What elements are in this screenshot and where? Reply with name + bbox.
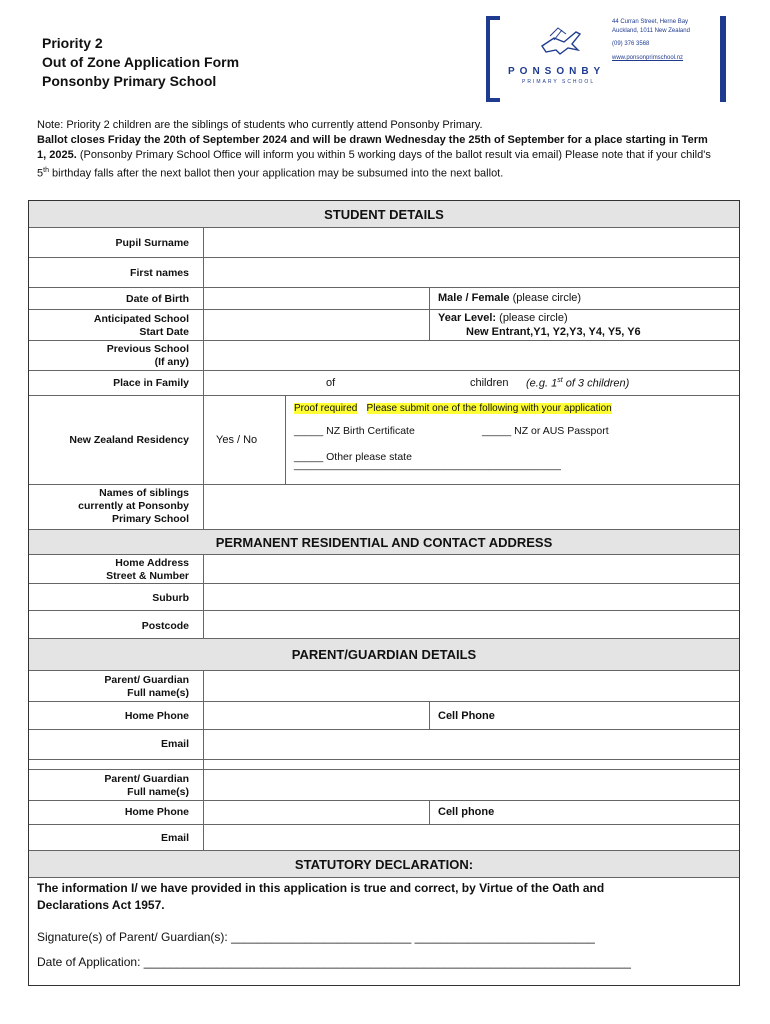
suburb-field[interactable] [203,584,739,610]
parent2-email-label: Email [160,832,189,844]
declaration-text [37,880,604,914]
suburb-label: Suburb [152,592,189,604]
parent1-phone-row [29,702,739,730]
parent2-name-label [29,773,203,799]
parent2-email-field[interactable] [203,825,739,850]
logo-brand-sub: PRIMARY SCHOOL [522,79,596,85]
postcode-row [29,611,739,639]
school-website-link[interactable]: www.ponsonprimschool.nz [612,55,684,61]
proof-required [294,402,612,414]
parent2-name-label-1: Parent/ Guardian [104,773,189,785]
siblings-row [29,485,739,530]
student-details-heading: STUDENT DETAILS [29,201,739,228]
parent1-home-phone-label: Home Phone [124,710,189,722]
first-names-field[interactable] [203,258,739,287]
place-children-text: children [470,377,509,389]
place-of-text: of [326,377,336,389]
siblings-label-3: Primary School [111,513,189,525]
first-names-row [29,258,739,288]
proof-required-label: Proof required [294,403,358,414]
note-ballot [37,133,717,182]
gender-hint: (please circle) [509,292,582,304]
residency-row [29,396,739,485]
place-example-end: of 3 children) [562,377,630,390]
year-level-options: New Entrant,Y1, Y2,Y3, Y4, Y5, Y6 [466,326,641,338]
parent-spacer-cell [203,760,739,769]
dob-field[interactable] [203,288,429,309]
surname-label: Pupil Surname [115,237,189,249]
previous-school-label-1: Previous School [106,343,189,355]
year-level-label: Year Level: [438,312,497,324]
surname-row [29,228,739,258]
declaration-section [29,878,739,985]
first-names-label: First names [130,267,189,279]
parent1-name-field[interactable] [203,671,739,701]
parent2-phone-row [29,801,739,825]
parent1-cell-phone-field[interactable] [429,702,739,729]
previous-school-label [29,343,203,369]
school-phone: (09) 376 3568 [612,41,650,47]
declaration-heading: STATUTORY DECLARATION: [29,851,739,878]
birth-certificate-option[interactable]: _____ NZ Birth Certificate [294,425,415,437]
note-sup: th [43,167,49,174]
gender-options: Male / Female [438,292,510,304]
declaration-text-1: The information I/ we have provided in this application is true and correct, by Virtue of the Oath and [37,881,605,895]
form-title [42,34,239,91]
parent1-email-label: Email [160,738,189,750]
date-of-application-line[interactable]: Date of Application: _________________________________________________________________________ [37,955,631,969]
surname-field[interactable] [203,228,739,257]
parent1-home-phone-field[interactable] [203,702,429,729]
suburb-row [29,584,739,611]
place-in-family-row [29,371,739,396]
logo-bracket [486,16,500,102]
postcode-field[interactable] [203,611,739,638]
siblings-label-1: Names of siblings [99,487,189,499]
parent-heading: PARENT/GUARDIAN DETAILS [29,639,739,671]
parent2-cell-phone-label: Cell phone [438,806,495,818]
address-line-2: Auckland, 1011 New Zealand [612,28,690,34]
note-ballot-info-end: birthday falls after the next ballot then your application may be subsumed into the next ballot. [48,167,504,180]
logo-bar [720,16,726,102]
year-level-text [438,312,568,324]
parent2-home-phone-field[interactable] [203,801,429,824]
siblings-label [29,487,203,526]
place-example [526,377,629,390]
address-heading: PERMANENT RESIDENTIAL AND CONTACT ADDRESS [29,530,739,555]
parent2-email-row [29,825,739,851]
parent2-home-phone-label: Home Phone [124,806,189,818]
start-date-field[interactable] [203,310,429,340]
start-date-label-2: Start Date [139,326,189,338]
place-in-family-field[interactable] [203,371,739,395]
home-address-row [29,555,739,584]
title-form-name: Out of Zone Application Form [42,54,240,70]
parent1-email-field[interactable] [203,730,739,759]
other-line[interactable]: ________________________________________________ [294,460,561,471]
application-form [28,200,740,986]
gender-field[interactable] [429,288,739,309]
logo-brand: PONSONBY [508,66,606,77]
parent1-email-row [29,730,739,760]
note-ballot-info: (Ponsonby Primary School Office will inform you within 5 working days of the ballot result via email) Please note that if your child's 5 [37,149,711,180]
title-priority: Priority 2 [42,35,103,51]
siblings-label-2: currently at Ponsonby [78,500,189,512]
address-line-1: 44 Curran Street, Herne Bay [612,19,689,25]
parent1-name-label-2: Full name(s) [127,687,189,699]
postcode-label: Postcode [141,620,189,632]
residency-yes-no[interactable] [203,396,285,484]
place-in-family-label: Place in Family [113,377,189,389]
parent2-name-label-2: Full name(s) [127,786,189,798]
year-level-field[interactable] [429,310,739,340]
gender-text [438,292,581,304]
residency-proof [285,396,739,484]
home-address-label-2: Street & Number [106,570,189,582]
school-logo [486,16,726,102]
parent2-cell-phone-field[interactable] [429,801,739,824]
ballot-note [37,118,717,182]
note-ballot-dates: Ballot closes Friday the 20th of September 2024 and will be drawn Wednesday the 25th of September for a place starting in Term 1, 2025. [37,134,708,161]
home-address-label-1: Home Address [115,557,189,569]
start-date-label-1: Anticipated School [93,313,189,325]
start-date-row [29,310,739,341]
title-school: Ponsonby Primary School [42,73,217,89]
place-example-start: (e.g. 1 [526,377,558,390]
start-date-label [29,313,203,339]
previous-school-field[interactable] [203,341,739,370]
passport-option[interactable]: _____ NZ or AUS Passport [482,425,609,437]
place-example-sup: st [557,377,563,384]
proof-instructions: Please submit one of the following with your application [366,403,612,414]
parent2-name-row [29,770,739,801]
parent1-name-row [29,671,739,702]
residency-label: New Zealand Residency [69,434,189,446]
parent1-name-label-1: Parent/ Guardian [104,674,189,686]
parent-spacer-row [29,760,739,770]
pegasus-icon [536,24,586,62]
parent1-cell-phone-label: Cell Phone [438,710,495,722]
parent1-name-label [29,674,203,700]
previous-school-label-2: (If any) [154,356,189,368]
note-priority: Note: Priority 2 children are the siblings of students who currently attend Ponsonby Primary. [37,119,483,131]
previous-school-row [29,341,739,371]
declaration-text-2: Declarations Act 1957. [37,898,165,912]
home-address-field[interactable] [203,555,739,583]
siblings-field[interactable] [203,485,739,529]
home-address-label [29,557,203,583]
year-level-hint: (please circle) [496,312,568,324]
signature-line[interactable]: Signature(s) of Parent/ Guardian(s): ___________________________ ___________________________ [37,930,595,944]
dob-label: Date of Birth [126,293,189,305]
yes-no-text: Yes / No [216,434,258,446]
parent2-name-field[interactable] [203,770,739,800]
other-option[interactable]: _____ Other please state [294,451,412,463]
school-address [612,18,690,36]
dob-row [29,288,739,310]
